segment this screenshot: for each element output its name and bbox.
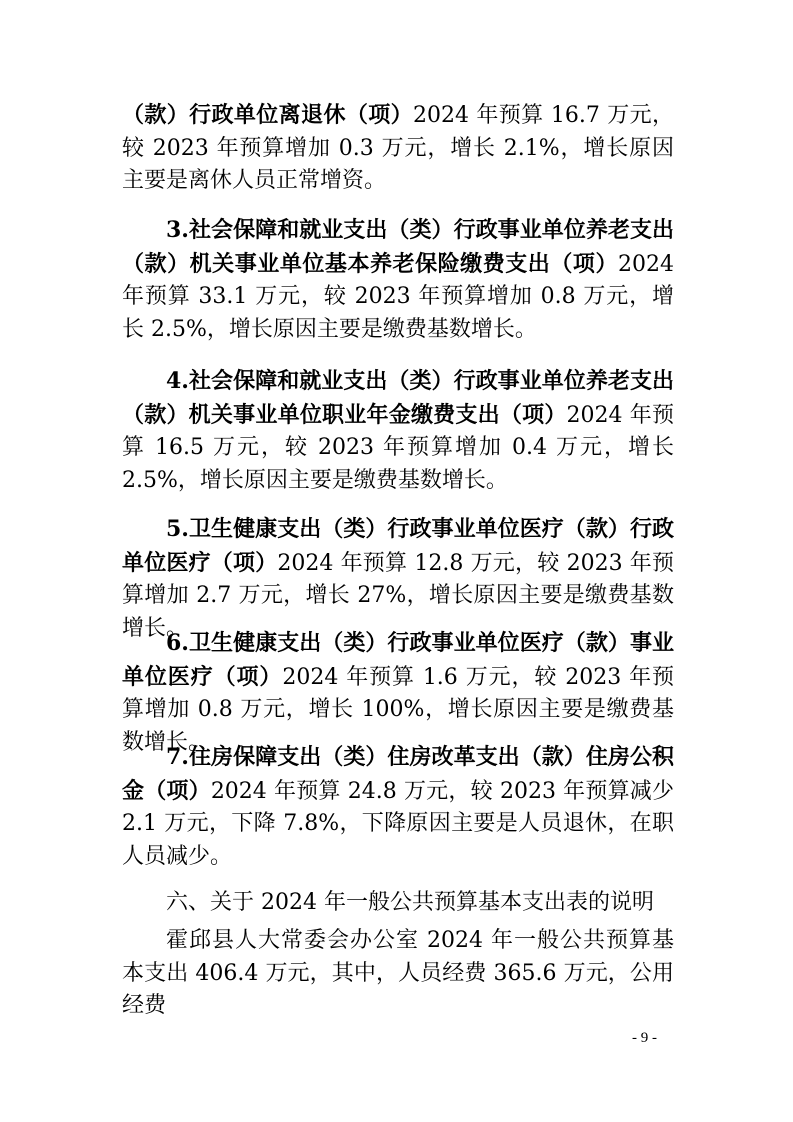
section-heading: 六、关于 2024 年一般公共预算基本支出表的说明 bbox=[166, 890, 654, 915]
paragraph-body: 2024 年预算 33.1 万元，较 2023 年预算增加 0.8 万元，增长 2.5%，增长原因主要是缴费基数增长。 bbox=[122, 251, 674, 342]
paragraph-bold-lead: 5.卫生健康支出（类）行政事业单位医疗（款）行政单位医疗（项） bbox=[122, 516, 674, 576]
paragraph-item-6 bbox=[122, 627, 674, 759]
paragraph-body: 2024 年预算 16.7 万元，较 2023 年预算增加 0.3 万元，增长 2.1%，增长原因主要是离休人员正常增资。 bbox=[122, 103, 674, 193]
paragraph-item-5 bbox=[122, 513, 674, 645]
paragraph-bold-lead: 4.社会保障和就业支出（类）行政事业单位养老支出（款）机关事业单位职业年金缴费支出（项） bbox=[122, 368, 674, 428]
paragraph-item-7 bbox=[122, 741, 674, 873]
page-number: - 9 - bbox=[632, 1030, 657, 1046]
paragraph-body: 2024 年预算 24.8 万元，较 2023 年预算减少 2.1 万元，下降 7.8%，下降原因主要是人员退休，在职人员减少。 bbox=[122, 778, 674, 869]
paragraph-body: 2024 年预算 12.8 万元，较 2023 年预算增加 2.7 万元，增长 27%，增长原因主要是缴费基数增长。 bbox=[122, 550, 674, 641]
paragraph-retirement bbox=[122, 99, 674, 198]
paragraph-basic-expenditure: 霍邱县人大常委会办公室 2024 年一般公共预算基本支出 406.4 万元，其中，人员经费 365.6 万元，公用经费 bbox=[122, 928, 674, 1018]
paragraph-bold-lead: （款）行政单位离退休（项） bbox=[122, 102, 413, 128]
paragraph-bold-lead: 7.住房保障支出（类）住房改革支出（款）住房公积金（项） bbox=[122, 744, 674, 804]
paragraph-item-3 bbox=[122, 214, 674, 346]
paragraph-body: 2024 年预算 16.5 万元，较 2023 年预算增加 0.4 万元，增长 2.5%，增长原因主要是缴费基数增长。 bbox=[122, 402, 674, 493]
paragraph-bold-lead: 3.社会保障和就业支出（类）行政事业单位养老支出（款）机关事业单位基本养老保险缴费支出（项） bbox=[122, 217, 674, 277]
paragraph-body: 2024 年预算 1.6 万元，较 2023 年预算增加 0.8 万元，增长 100%，增长原因主要是缴费基数增长。 bbox=[122, 664, 674, 755]
paragraph-item-4 bbox=[122, 365, 674, 497]
paragraph-bold-lead: 6.卫生健康支出（类）行政事业单位医疗（款）事业单位医疗（项） bbox=[122, 630, 674, 690]
